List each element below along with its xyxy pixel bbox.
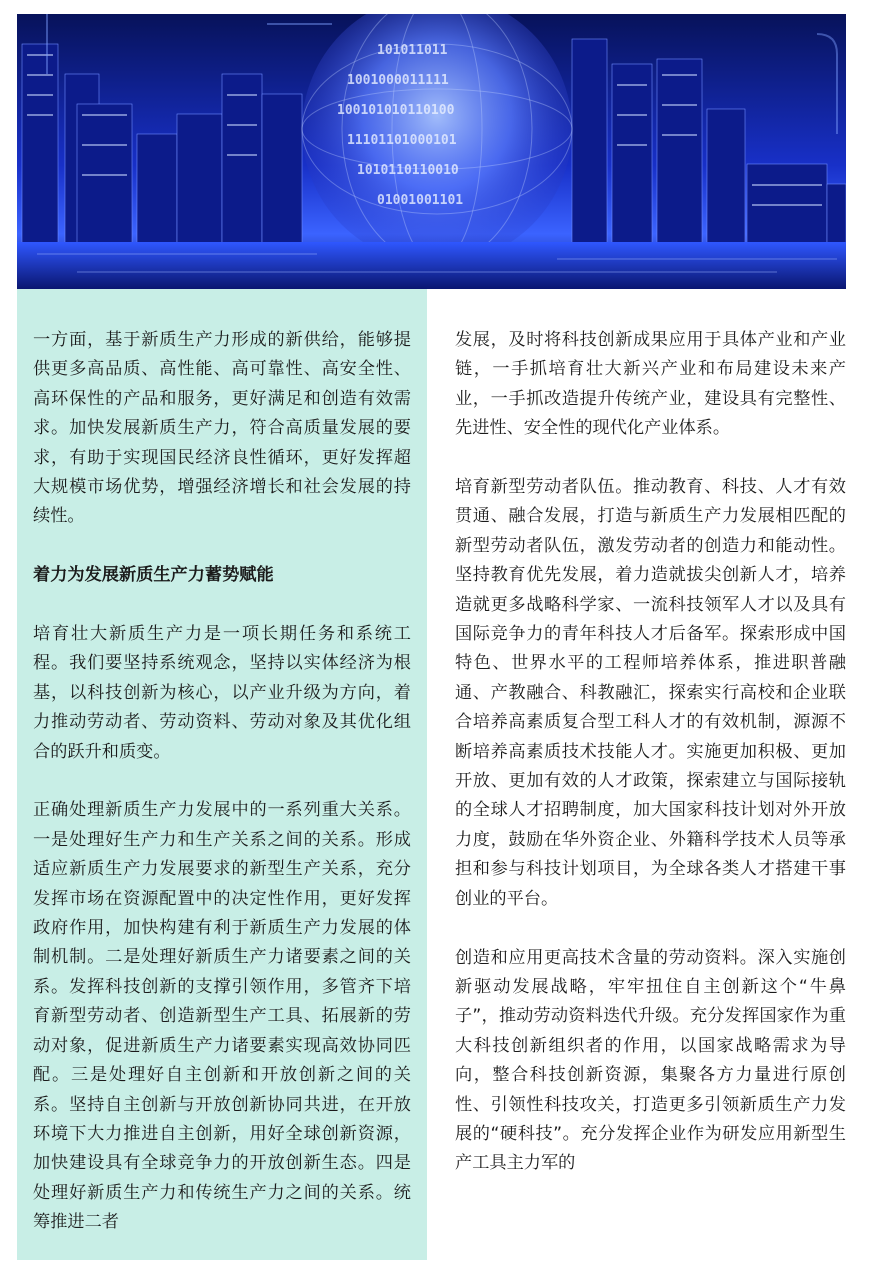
svg-text:11101101000101: 11101101000101 [347, 133, 457, 148]
svg-text:1001000011111: 1001000011111 [347, 73, 449, 88]
svg-text:01001001101: 01001001101 [377, 193, 464, 208]
right-paragraph-1: 发展，及时将科技创新成果应用于具体产业和产业链，一手抓培育壮大新兴产业和布局建设未来产业，一手抓改造提升传统产业，建设具有完整性、先进性、安全性的现代化产业体系。 [455, 330, 846, 439]
left-paragraph-1: 一方面，基于新质生产力形成的新供给，能够提供更多高品质、高性能、高可靠性、高安全性、高环保性的产品和服务，更好满足和创造有效需求。加快发展新质生产力，符合高质量发展的要求，有助于实现国民经济良性循环，更好发挥超大规模市场优势，增强经济增长和社会发展的持续性。 [33, 330, 411, 527]
left-column [33, 326, 411, 1267]
left-paragraph-2: 培育壮大新质生产力是一项长期任务和系统工程。我们要坚持系统观念，坚持以实体经济为根基，以科技创新为核心，以产业升级为方向，着力推动劳动者、劳动资料、劳动对象及其优化组合的跃升和质变。 [33, 624, 411, 762]
right-column [455, 326, 846, 1208]
left-paragraph-3: 正确处理新质生产力发展中的一系列重大关系。一是处理好生产力和生产关系之间的关系。形成适应新质生产力发展要求的新型生产关系，充分发挥市场在资源配置中的决定性作用，更好发挥政府作用，加快构建有利于新质生产力发展的体制机制。二是处理好新质生产力诸要素之间的关系。发挥科技创新的支撑引领作用，多管齐下培育新型劳动者、创造新型生产工具、拓展新的劳动对象，促进新质生产力诸要素实现高效协同匹配。三是处理好自主创新和开放创新之间的关系。坚持自主创新与开放创新协同共进，在开放环境下大力推进自主创新，用好全球创新资源，加快建设具有全球竞争力的开放创新生态。四是处理好新质生产力和传统生产力之间的关系。统筹推进二者 [33, 800, 411, 1233]
right-paragraph-2: 培育新型劳动者队伍。推动教育、科技、人才有效贯通、融合发展，打造与新质生产力发展相匹配的新型劳动者队伍，激发劳动者的创造力和能动性。坚持教育优先发展，着力造就拔尖创新人才，培养造就更多战略科学家、一流科技领军人才以及具有国际竞争力的青年科技人才后备军。探索形成中国特色、世界水平的工程师培养体系，推进职普融通、产教融合、科教融汇，探索实行高校和企业联合培养高素质复合型工科人才的有效机制，源源不断培养高素质技术技能人才。实施更加积极、更加开放、更加有效的人才政策，探索建立与国际接轨的全球人才招聘制度，加大国家科技计划对外开放力度，鼓励在华外资企业、外籍科学技术人员等承担和参与科技计划项目，为全球各类人才搭建干事创业的平台。 [455, 477, 846, 909]
svg-text:101011011: 101011011 [377, 43, 448, 58]
svg-text:100101010110100: 100101010110100 [337, 103, 455, 118]
section-heading: 着力为发展新质生产力蓄势赋能 [33, 565, 274, 586]
banner-image [17, 14, 846, 289]
svg-text:1010110110010: 1010110110010 [357, 163, 459, 178]
right-paragraph-3: 创造和应用更高技术含量的劳动资料。深入实施创新驱动发展战略，牢牢扭住自主创新这个“牛鼻子”，推动劳动资料迭代升级。充分发挥国家作为重大科技创新组织者的作用，以国家战略需求为导向，整合科技创新资源，集聚各方力量进行原创性、引领性科技攻关，打造更多引领新质生产力发展的“硬科技”。充分发挥企业作为研发应用新型生产工具主力军的 [455, 947, 846, 1174]
